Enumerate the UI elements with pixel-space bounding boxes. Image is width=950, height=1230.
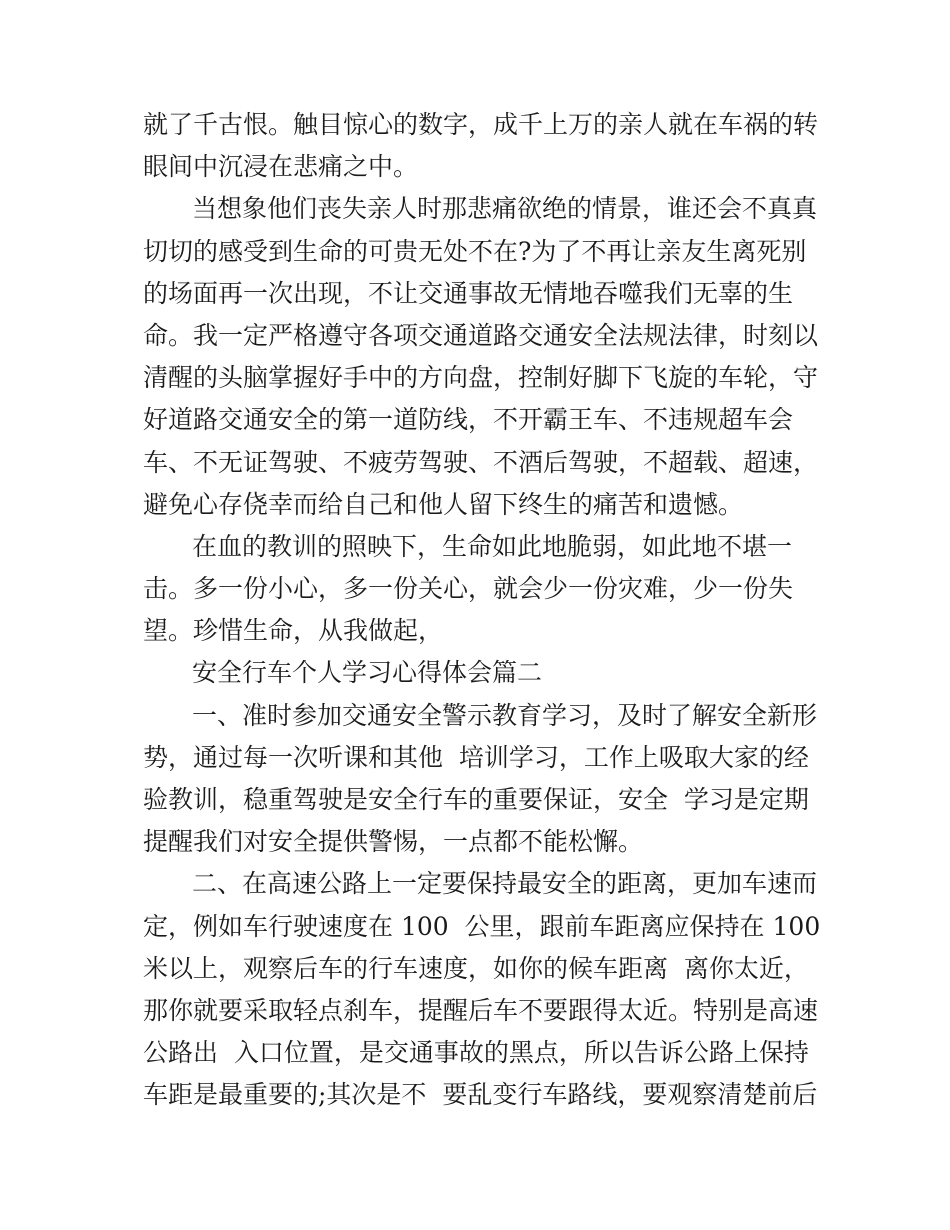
text-line: 车、不无证驾驶、不疲劳驾驶、不酒后驾驶，不超载、超速，	[143, 447, 819, 477]
text-line: 清醒的头脑掌握好手中的方向盘，控制好脚下飞旋的车轮，守	[143, 363, 819, 393]
text-line: 公路出 入口位置，是交通事故的黑点，所以告诉公路上保持	[143, 1038, 809, 1068]
text-line: 击。多一份小心，多一份关心，就会少一份灾难，少一份失	[143, 574, 794, 604]
text-line: 验教训，稳重驾驶是安全行车的重要保证，安全 学习是定期	[143, 785, 809, 814]
text-line: 的场面再一次出现，不让交通事故无情地吞噬我们无辜的生	[143, 278, 794, 308]
text-line: 当想象他们丧失亲人时那悲痛欲绝的情景，谁还会不真真	[192, 194, 818, 224]
text-line: 提醒我们对安全提供警惕，一点都不能松懈。	[143, 827, 644, 857]
text-line: 望。珍惜生命，从我做起，	[143, 616, 444, 646]
text-line: 一、准时参加交通安全警示教育学习，及时了解安全新形	[192, 700, 818, 730]
document-body	[143, 104, 823, 1117]
text-line: 二、在高速公路上一定要保持最安全的距离，更加车速而	[192, 869, 818, 899]
text-line: 米以上，观察后车的行车速度，如你的候车距离 离你太近，	[143, 953, 809, 983]
text-line: 那你就要采取轻点刹车，提醒后车不要跟得太近。特别是高速	[143, 995, 819, 1025]
text-line: 就了千古恨。触目惊心的数字，成千上万的亲人就在车祸的转	[143, 110, 819, 139]
text-line: 眼间中沉浸在悲痛之中。	[143, 152, 419, 182]
text-line: 车距是最重要的;其次是不 要乱变行车路线，要观察清楚前后	[143, 1080, 818, 1110]
text-line: 命。我一定严格遵守各项交通道路交通安全法规法律，时刻以	[143, 320, 819, 350]
text-line: 安全行车个人学习心得体会篇二	[192, 658, 543, 688]
text-line: 定，例如车行驶速度在 100 公里，跟前车距离应保持在 100	[143, 911, 821, 941]
text-line: 好道路交通安全的第一道防线，不开霸王车、不违规超车会	[143, 405, 794, 435]
text-line: 切切的感受到生命的可贵无处不在?为了不再让亲友生离死别	[143, 236, 807, 266]
text-line: 避免心存侥幸而给自己和他人留下终生的痛苦和遗憾。	[143, 489, 744, 519]
text-line: 在血的教训的照映下，生命如此地脆弱，如此地不堪一	[192, 531, 793, 561]
text-line: 势，通过每一次听课和其他 培训学习，工作上吸取大家的经	[143, 742, 809, 772]
